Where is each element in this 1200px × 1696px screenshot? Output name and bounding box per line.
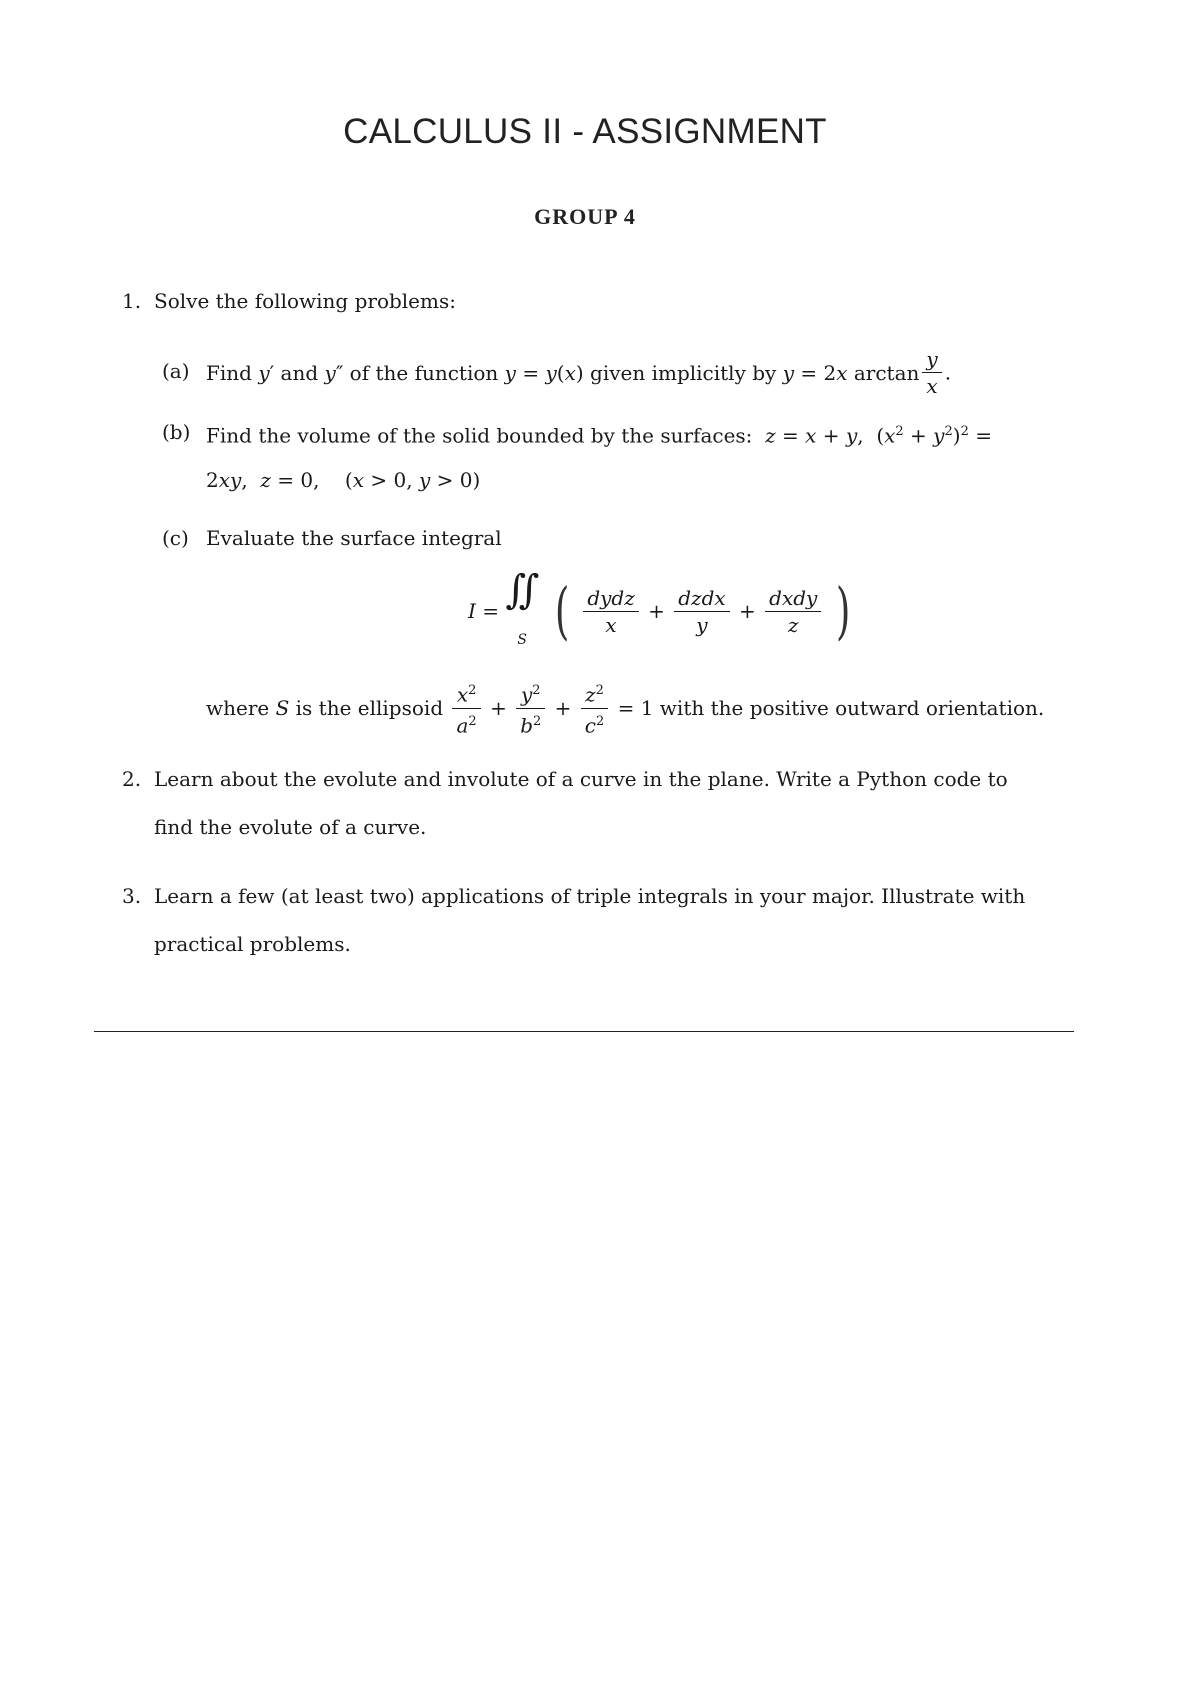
- problem-1-text: Solve the following problems:: [154, 289, 456, 313]
- horizontal-rule: [94, 1031, 1074, 1032]
- integrand-term-1: $\frac{\text{dydz}}{x}$: [583, 585, 638, 638]
- problem-3-line1: Learn a few (at least two) applications of triple integrals in your major. Illustrate with: [154, 884, 1026, 908]
- part-a-text: Find y′ and y″ of the function y = y(x) given implicitly by y = 2x arctan $\frac{y}{x}$ .: [206, 347, 952, 398]
- problem-2-line2: find the evolute of a curve.: [154, 815, 427, 839]
- problem-1-number: 1.: [122, 289, 142, 313]
- integrand-term-3: $\frac{\text{dxdy}}{z}$: [765, 585, 821, 638]
- part-b-label: (b): [162, 420, 191, 444]
- integrand-term-2: $\frac{\text{dzdx}}{y}$: [674, 585, 729, 638]
- ellipsoid-condition: where S is the ellipsoid $\frac{x^2}{a^2}$ + $\frac{y^2}{b^2}$ + $\frac{z^2}{c^2}$ = 1 with the positive outward orientation.: [206, 678, 1044, 740]
- part-a-fraction: $\frac{y}{x}$: [922, 346, 941, 399]
- part-c-label: (c): [162, 526, 189, 550]
- part-a-label: (a): [162, 359, 190, 383]
- part-b-line2: 2xy, z = 0, (x > 0, y > 0): [206, 468, 481, 492]
- problem-2-line1: Learn about the evolute and involute of a curve in the plane. Write a Python code to: [154, 767, 1008, 791]
- problem-3-number: 3.: [122, 884, 142, 908]
- surface-integral-formula: I = ∬ S ( $\frac{\text{dydz}}{x}$ + $\frac{\text{dzdx}}{y}$ + $\frac{\text{dxdy}}{z}$ ): [468, 567, 851, 648]
- problem-3-line2: practical problems.: [154, 932, 351, 956]
- problem-2-number: 2.: [122, 767, 142, 791]
- double-integral-sign: ∬ S: [505, 567, 540, 648]
- group-heading: GROUP 4: [534, 204, 636, 229]
- part-b-line1: Find the volume of the solid bounded by the surfaces: z = x + y, $(x^2 + y^2)^2$ =: [206, 423, 992, 448]
- part-c-text: Evaluate the surface integral: [206, 526, 502, 550]
- page-title: CALCULUS II - ASSIGNMENT: [343, 112, 827, 151]
